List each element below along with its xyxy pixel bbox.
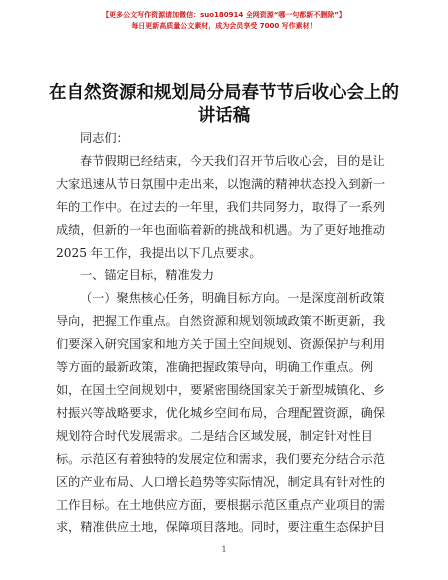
- paragraph-line: 大家迅速从节日氛围中走出来，以饱满的精神状态投入到新一: [56, 176, 386, 191]
- paragraph-line: 春节假期已经结束，今天我们召开节后收心会，目的是让: [80, 153, 385, 168]
- paragraph-line: 规划符合时代发展需求。二是结合区域发展，制定针对性目: [56, 428, 373, 443]
- paragraph-line: 等方面的最新政策，准确把握政策导向，明确工作重点。例: [56, 360, 373, 375]
- paragraph-2: [56, 287, 391, 539]
- title-line-1: 在自然资源和规划局分局春节节后收心会上的: [49, 83, 399, 103]
- paragraph-line: 工作目标。在土地供应方面，要根据示范区重点产业项目的需: [56, 497, 386, 512]
- promo-banner: [0, 10, 448, 32]
- salutation: 同志们：: [80, 131, 129, 145]
- paragraph-line: 标。示范区有着独特的发展定位和需求，我们要充分结合示范: [56, 451, 386, 466]
- promo-banner-line-1: 【更多公文写作资源请加微信：suo180914 全网资源“哪一句都新不删除”】: [102, 11, 346, 19]
- paragraph-1: [56, 150, 391, 265]
- paragraph-line: 求，精准供应土地，保障项目落地。同时，要注重生态保护目: [56, 520, 386, 535]
- section-heading: 一、锚定目标，精准发力: [80, 268, 215, 283]
- paragraph-line: （一）聚焦核心任务，明确目标方向。一是深度剖析政策: [80, 291, 385, 306]
- paragraph-line: 村振兴等战略要求，优化城乡空间布局，合理配置资源，确保: [56, 405, 386, 420]
- page-number: 1: [221, 545, 227, 554]
- paragraph-line: 区的产业布局、人口增长趋势等实际情况，制定具有针对性的: [56, 474, 386, 489]
- paragraph-line: 年的工作中。在过去的一年里，我们共同努力，取得了一系列: [56, 199, 386, 214]
- paragraph-line: 如，在国土空间规划中，要紧密围绕国家关于新型城镇化、乡: [56, 382, 386, 397]
- paragraph-line: 导向，把握工作重点。自然资源和规划领域政策不断更新，我: [56, 314, 386, 329]
- document-title: [30, 82, 418, 128]
- paragraph-line: 2025 年工作，我提出以下几点要求。: [56, 245, 262, 260]
- paragraph-line: 成绩，但新的一年也面临着新的挑战和机遇。为了更好地推动: [56, 222, 386, 237]
- title-line-2: 讲话稿: [197, 106, 251, 126]
- paragraph-line: 们要深入研究国家和地方关于国土空间规划、资源保护与利用: [56, 337, 386, 352]
- promo-banner-line-2: 每日更新高质量公文素材，成为会员享受 7000 写作素材！: [131, 22, 317, 30]
- document-body: [56, 127, 391, 539]
